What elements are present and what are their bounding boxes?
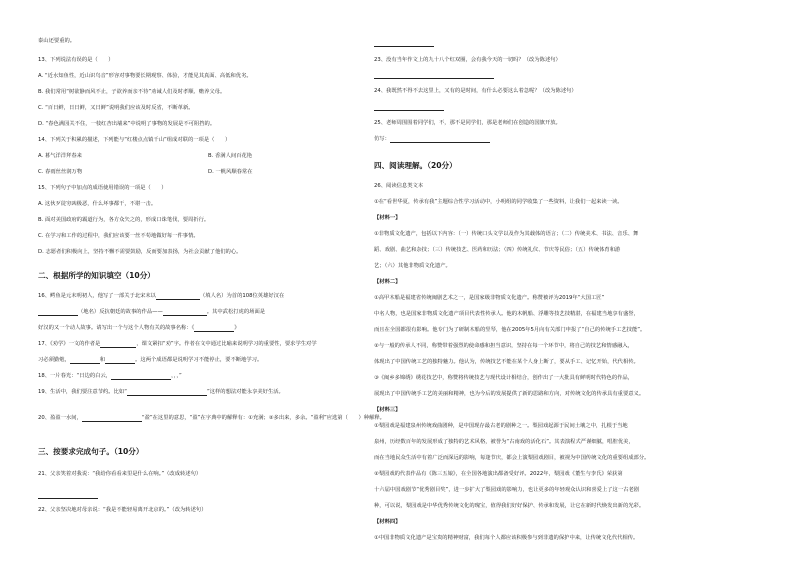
reading-text: ①高甲木船是福建省传统闽剧艺术之一，是国家级非物质文化遗产。称赞被评为2019年“大国工匠” [374, 295, 605, 301]
text-run: 16、鳄鱼是元末明初人，他写了一部关于北宋末以 [38, 293, 156, 299]
reading-text: ②梨园戏的代表作品有《陈三五娘》，在全国各地演出都备受好评。2022年，梨园戏《董生与李氏》荣获第 [374, 471, 623, 477]
text-run: 和 [99, 357, 106, 363]
reading-text: 种，可以说，梨园戏是中华优秀传统文化的瑰宝，值得我们好好保护、传承和发展，让它在新时代焕发出新的光彩。 [374, 503, 645, 509]
question-15: 15、下列句子中加点的成语使用错误的一项是（ ） [38, 185, 167, 191]
answer-blank[interactable] [105, 357, 135, 364]
reading-text: 蹈、戏剧、曲艺和杂技；（三）传统技艺、医药和历法；（四）传统礼仪、节庆等民俗；（五）传统体育和游 [374, 247, 621, 253]
answer-blank[interactable] [156, 293, 200, 300]
text-line: 泰山还要重的。 [38, 38, 76, 44]
option-line: A. “近水知鱼性，近山识鸟音”形容对事物要长期观察、体验，才能见其真面、高低和优劣。 [38, 73, 252, 79]
section-3-heading: 三、按要求完成句子。（10分） [38, 447, 144, 456]
text-run: （填人名）为首的108位英雄好汉在 [199, 293, 285, 299]
text-run: （地名）反抗朝廷的故事的作品—— [78, 309, 163, 315]
reading-text: 而在当地民众生活中有着广泛而深远的影响，每逢节庆，都会上演梨园戏剧目，被视为中国传统文化的重要组成部分。 [374, 455, 650, 461]
reading-text: 而且在全国都很有影响。他专门为了研制木船的竖琴，他在2005年5月向有关部门申报了“自己的传统手工艺技能”。 [374, 327, 646, 333]
answer-blank[interactable] [100, 341, 136, 348]
text-run: 20、盈盈一水间， [38, 415, 82, 421]
text-run: ”这样的想法对能永享美好生活。 [206, 389, 284, 395]
option-line: D. 志愿者们积极向上，坚持不懈不需要鼓励，反而要加表扬，为社会贡献了他们的心。 [38, 249, 242, 255]
answer-blank[interactable] [111, 373, 171, 380]
question-23: 23、没有当年作文上的九十八个红双圈，会有我今天的一切吗？（改为陈述句） [374, 57, 561, 63]
answer-blank[interactable] [390, 136, 490, 143]
option-line: A. 暮气洋洋拜春来 [38, 153, 82, 159]
answer-blank[interactable] [82, 415, 142, 422]
reading-text: ②与一般的传承人不同，称赞带着强烈的使命感和担当意识，坚持在每一个环节中，将自己的技艺和情感融入， [374, 343, 634, 349]
section-2-heading: 二、根据所学的知识填空（10分） [38, 271, 155, 280]
material-label: 【材料四】 [374, 519, 401, 525]
answer-line[interactable] [374, 104, 444, 111]
answer-blank[interactable] [70, 357, 100, 364]
text-run: ，课文紧扣“劝”字。作者在文中通过比喻来说明学习的重要性，要求学生对学 [136, 341, 317, 347]
answer-blank[interactable] [127, 389, 207, 396]
imitate-label [374, 136, 490, 143]
reading-text: 泉州，历经数百年的发展形成了独特的艺术风格，被誉为“古南戏的活化石”。其表演程式严谨细腻，唱腔优美， [374, 439, 634, 445]
reading-text: 展现出了中国传统手工艺的美丽和精神，也为今后的发展提供了新的思路和方向，对传统文化的传承具有重要意义。 [374, 391, 645, 397]
text-run: 好汉的又一个动人故事。请写出一个与这个人物有关的故事名称：《 [38, 325, 195, 331]
text-run: 习必须勤勉， [38, 357, 70, 363]
reading-text: 中名人物，也是国家非物质文化遗产项目代表性传承人。他的木帆船、浮雕等技艺技精湛，在福建当地享有盛誉， [374, 311, 639, 317]
answer-blank[interactable] [194, 325, 234, 332]
text-run: “盈”在这里的意思，“盈”在字典中的解释有：①充满；②多出来，多余。“盈利”应选第（ ）种解释。 [141, 415, 385, 421]
question-25: 25、老师周围围着同学们，不，那不是同学们，那是老师们在创造的国旗开放。 [374, 120, 561, 126]
reading-text: ①在“看世华夏，传承有我”主题综合性学习活动中，小明组的同学收集了一些资料，让我们一起来读一读。 [374, 199, 623, 205]
option-line: C. “百日鲜，日日鲜，又日鲜”说明我们应该及时反省，不断革新。 [38, 105, 194, 111]
question-13: 13、下列说法有误的是（ ） [38, 57, 114, 63]
reading-text: ①梨园戏是福建泉州传统戏曲剧种，是中国现存最古老的剧种之一。梨园戏起源于民间土壤之中，扎根于当地 [374, 423, 628, 429]
question-17-cont [38, 357, 262, 364]
reading-text: 体现出了中国传统工艺的独特魅力。他认为，传统技艺不能在某个人身上断了，要从手工、记忆开始，代代相传。 [374, 359, 639, 365]
question-16-cont [38, 325, 240, 332]
material-label: 【材料二】 [374, 279, 401, 285]
option-line: B. 我们常用“树欲静而风不止，子欲养而亲不待”劝诫人们及时孝顺、赡养父母。 [38, 89, 226, 95]
text-run: 》 [234, 325, 240, 331]
answer-line[interactable] [374, 72, 494, 79]
text-run: 。其中武松打虎的场面是 [206, 309, 266, 315]
question-14: 14、下列关于积累的描述，下列能与“红楼点点镇千山”组成对联的一项是（ ） [38, 137, 231, 143]
material-label: 【材料三】 [374, 407, 401, 413]
question-21: 21、父亲笑着对我说：“我给你看看来里是什么在响。”（改成转述句） [38, 471, 202, 477]
question-17 [38, 341, 317, 348]
section-4-heading: 四、阅读理解。（20分） [374, 161, 457, 170]
text-run: 18、一片春光：“日边的白云， [38, 373, 112, 379]
question-24: 24、我既然不得不去这里上，又有的是时间，有什么必要这么着急呢？（改为陈述句） [374, 88, 577, 94]
question-26: 26、阅读信息类文本 [374, 183, 424, 189]
text-run: 仿写： [374, 136, 390, 142]
answer-line[interactable] [38, 492, 98, 499]
text-run: 。这两个成语都是说明学习不能停止，要不断地学习。 [135, 357, 263, 363]
option-line: C. 在学习和工作的过程中，我们应该要一丝不苟地做好每一件事情。 [38, 233, 199, 239]
answer-line[interactable] [374, 40, 434, 47]
text-run: 17、《劝学》一文的作者是 [38, 341, 101, 347]
text-run: 19、生活中，我们要注意节约。比如“ [38, 389, 127, 395]
answer-blank[interactable] [163, 309, 207, 316]
option-line: B. 面对美国政府的霸道行为，各方众矢之的，形成口诛笔伐，要周折行。 [38, 217, 210, 223]
option-line: C. 春雨丝丝润万物 [38, 169, 83, 175]
question-18 [38, 373, 182, 380]
question-22: 22、父亲坚决地对母亲说：“我是不能轻易离开北京的。”（改为转述句） [38, 507, 207, 513]
question-20 [38, 415, 385, 422]
reading-text: ③《闽乡多锦绣》绣花技艺中，称赞将传统技艺与现代设计相结合，创作出了一大批具有鲜明时代特色的作品， [374, 375, 634, 381]
text-run: ，，，” [171, 373, 182, 379]
question-16 [38, 293, 284, 300]
reading-text: ①非物质文化遗产，包括以下内容：（一）传统口头文学以及作为其载体的语言；（二）传统美术、书法、音乐、舞 [374, 231, 639, 237]
option-line: D. 一帆风顺春常在 [208, 169, 253, 175]
question-19 [38, 389, 284, 396]
question-16-cont [38, 309, 265, 316]
option-line: B. 香满人间百花艳 [208, 153, 253, 159]
reading-text: 艺；（六）其他非物质文化遗产。 [374, 263, 451, 269]
option-line: D. “春色满园关不住，一枝红杏出墙来”中说明了事物的发展是不可阻挡的。 [38, 121, 216, 127]
reading-text: 十六届中国戏剧节“优秀剧目奖”，进一步扩大了梨园戏的影响力，也让更多的年轻观众认识和喜爱上了这一古老剧 [374, 487, 640, 493]
answer-blank[interactable] [38, 309, 78, 316]
option-line: A. 这伙歹徒穷凶极恶，什么坏事都干，不堪一击。 [38, 201, 157, 207]
material-label: 【材料一】 [374, 215, 401, 221]
reading-text: ①中国非物质文化遗产是宝贵的精神财富，我们每个人都应该积极参与到非遗的保护中来，让传统文化代代相传。 [374, 535, 639, 541]
